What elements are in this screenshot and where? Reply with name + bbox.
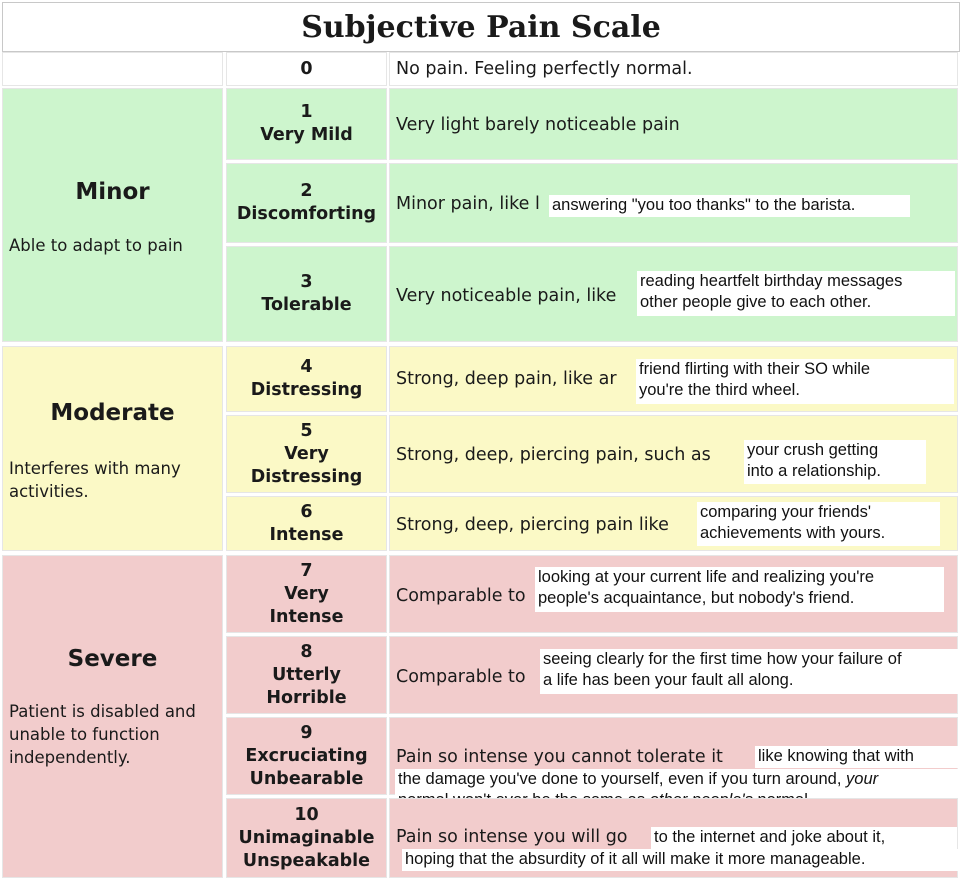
level-label: Excruciating Unbearable	[245, 745, 368, 789]
category-description: Able to adapt to pain	[9, 236, 183, 255]
level-label: Tolerable	[261, 295, 352, 315]
level-6-cell	[226, 496, 387, 551]
overlay-line: seeing clearly for the first time how your failure of	[543, 650, 902, 668]
level-description: Comparable to	[396, 586, 526, 606]
caption-overlay	[549, 195, 910, 217]
level-number: 8	[300, 641, 313, 662]
level-7-cell	[226, 555, 387, 633]
overlay-line: your crush getting	[747, 441, 879, 459]
level-description: Strong, deep, piercing pain like	[396, 515, 669, 535]
level-label: Intense	[269, 524, 344, 545]
overlay-line: answering "you too thanks" to the barista.	[552, 196, 856, 214]
level-number: 9	[300, 722, 313, 743]
level-5-cell	[226, 415, 387, 493]
level-description: Comparable to	[396, 667, 526, 687]
caption-overlay-continued	[402, 849, 960, 871]
category-minor	[2, 88, 223, 342]
caption-overlay	[744, 440, 926, 484]
caption-overlay	[535, 567, 944, 612]
level-description: Pain so intense you cannot tolerate it	[396, 747, 723, 767]
caption-overlay	[697, 502, 940, 546]
overlay-line: other people give to each other.	[640, 293, 872, 311]
level-2-cell	[226, 163, 387, 243]
category-description: Interferes with many activities.	[9, 459, 181, 501]
level-description: Very noticeable pain, like	[396, 286, 617, 306]
overlay-line: into a relationship.	[747, 462, 881, 480]
level-number: 5	[300, 420, 313, 441]
category-moderate	[2, 346, 223, 551]
level-10-cell	[226, 798, 387, 878]
overlay-line: reading heartfelt birthday messages	[640, 272, 903, 290]
category-name: Minor	[75, 179, 150, 205]
overlay-line	[398, 769, 956, 790]
caption-overlay	[540, 649, 960, 694]
overlay-line: a life has been your fault all along.	[543, 671, 794, 689]
category-severe	[2, 555, 223, 878]
level-1-description-cell	[389, 88, 958, 160]
level-number: 3	[300, 272, 313, 292]
level-label: Discomforting	[236, 204, 377, 224]
level-0-cell	[226, 52, 387, 86]
level-label: Very Intense	[269, 583, 344, 627]
level-number: 4	[300, 357, 313, 377]
level-description: Minor pain, like l	[396, 194, 540, 214]
level-description: Strong, deep, piercing pain, such as	[396, 445, 711, 465]
level-label: Very Mild	[260, 125, 353, 145]
level-number: 2	[300, 181, 313, 201]
overlay-line: comparing your friends'	[700, 503, 871, 521]
level-number: 10	[294, 804, 319, 825]
level-description: Pain so intense you will go	[396, 827, 628, 847]
caption-overlay	[636, 359, 954, 404]
level-description: Very light barely noticeable pain	[396, 115, 680, 135]
overlay-line: you're the third wheel.	[639, 381, 800, 399]
level-label: Unimaginable Unspeakable	[238, 827, 375, 871]
overlay-line: like knowing that with	[758, 747, 914, 765]
level-3-cell	[226, 246, 387, 342]
overlay-line: looking at your current life and realizing you're	[538, 568, 875, 586]
level-description: Strong, deep pain, like ar	[396, 369, 617, 389]
level-8-cell	[226, 636, 387, 714]
level-number: 6	[300, 501, 313, 522]
overlay-line: achievements with yours.	[700, 524, 886, 542]
level-number: 0	[300, 58, 313, 79]
level-label: Utterly Horrible	[266, 664, 347, 708]
category-name: Severe	[67, 646, 158, 672]
caption-overlay	[651, 827, 957, 849]
level-1-cell	[226, 88, 387, 160]
page-title: Subjective Pain Scale	[2, 2, 960, 52]
overlay-text: the damage you've done to yourself, even if you turn around,	[398, 770, 847, 788]
level-4-cell	[226, 346, 387, 412]
overlay-line: to the internet and joke about it,	[654, 828, 886, 846]
category-empty-cell	[2, 52, 223, 86]
caption-overlay	[637, 271, 955, 316]
level-description: No pain. Feeling perfectly normal.	[396, 59, 693, 79]
overlay-line: people's acquaintance, but nobody's friend.	[538, 589, 855, 607]
category-description: Patient is disabled and unable to function independently.	[9, 702, 196, 767]
level-number: 1	[300, 102, 313, 122]
caption-overlay	[755, 746, 959, 768]
overlay-line: friend flirting with their SO while	[639, 360, 871, 378]
level-number: 7	[300, 560, 313, 581]
overlay-line: hoping that the absurdity of it all will make it more manageable.	[405, 850, 866, 868]
level-9-cell	[226, 717, 387, 795]
overlay-emphasis: your	[846, 770, 879, 788]
category-name: Moderate	[50, 400, 175, 426]
level-label: Distressing	[250, 380, 363, 400]
level-0-description-cell	[389, 52, 958, 86]
level-label: Very Distressing	[250, 443, 363, 487]
